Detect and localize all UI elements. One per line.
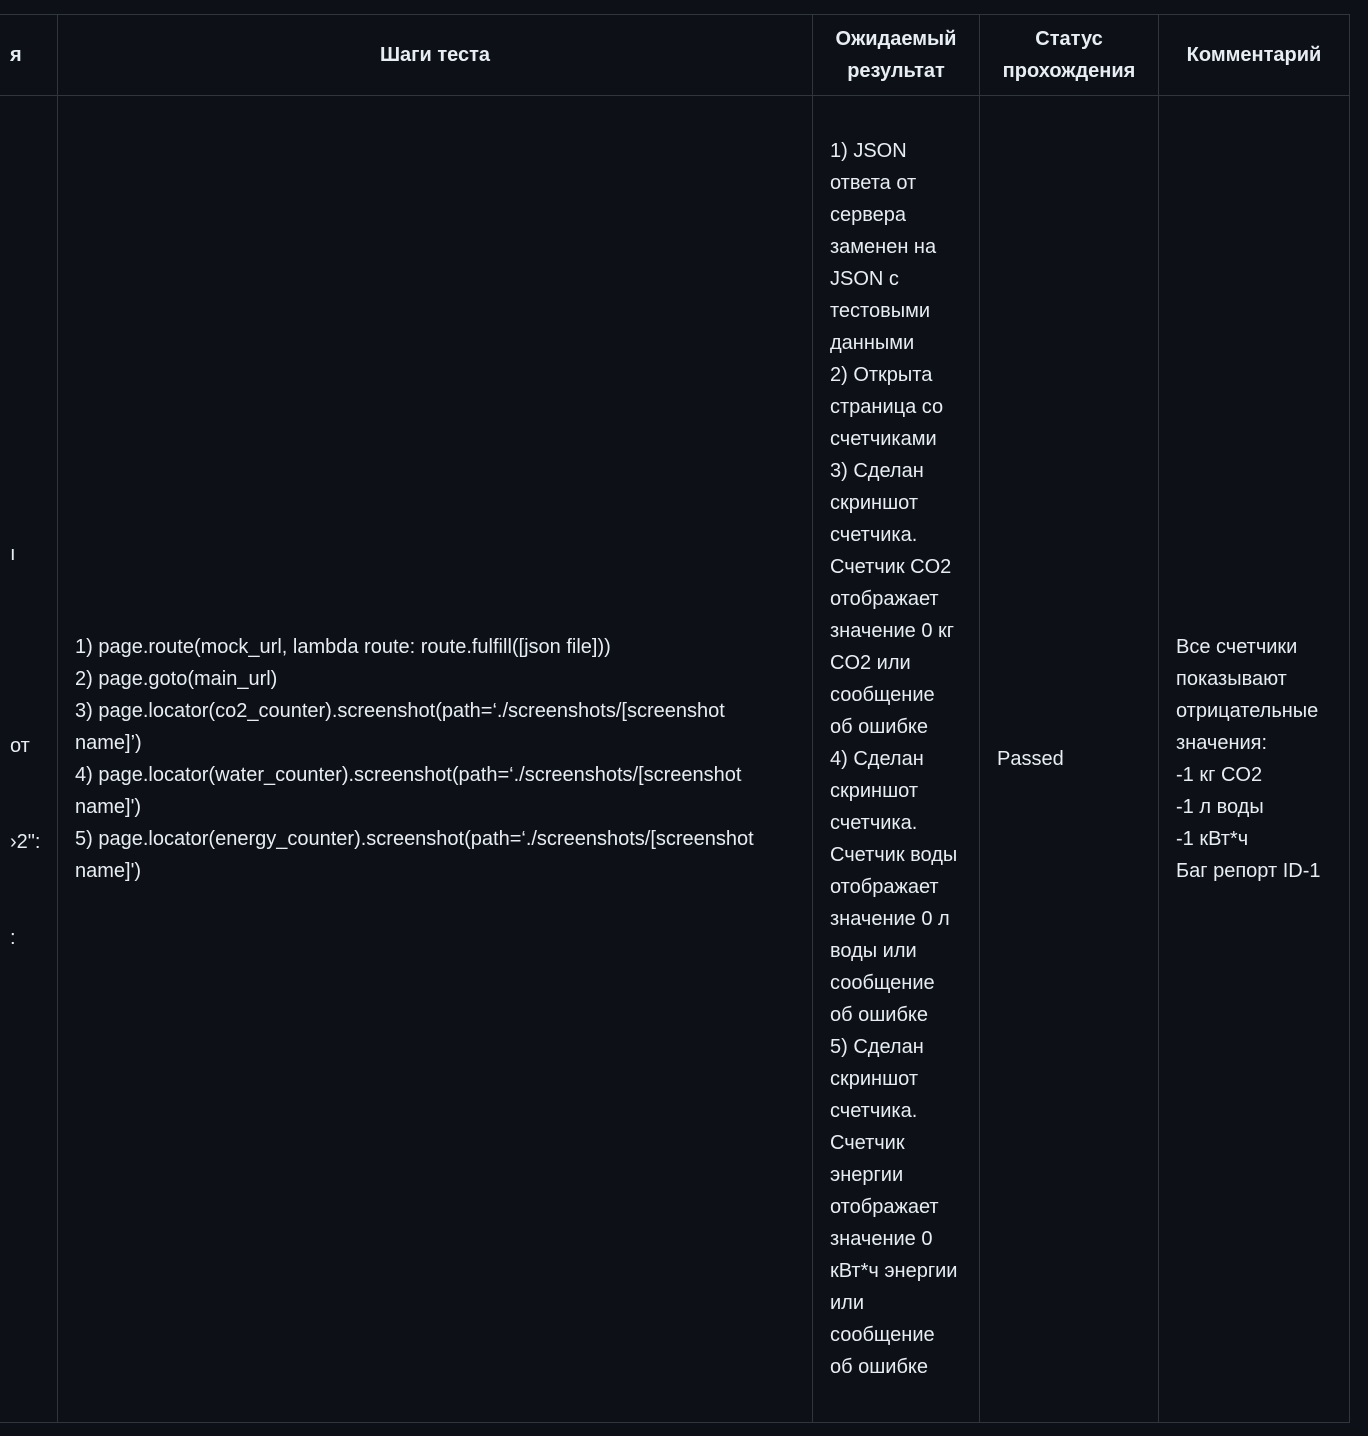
step-line: 5) page.locator(energy_counter).screenshot(path=‘./screenshots/[screenshot name]') <box>75 828 754 882</box>
status-cell <box>980 96 1159 1423</box>
header-comment: Комментарий <box>1159 15 1350 96</box>
header-status: Статус прохождения <box>980 15 1159 96</box>
expected-line: 5) Сделан скриншот счетчика. Счетчик энергии отображает значение 0 кВт*ч энергии или сообщение об ошибке <box>830 1036 958 1378</box>
comment-line: -1 кВт*ч <box>1176 828 1249 850</box>
prev-fragment: ı <box>10 543 16 565</box>
status-value: Passed <box>997 748 1064 770</box>
test-case-table-wrapper <box>0 14 1357 1423</box>
prev-fragment: : <box>10 927 16 949</box>
comment-line: Баг репорт ID-1 <box>1176 860 1321 882</box>
prev-fragment: ›2": <box>10 831 41 853</box>
test-case-table <box>0 14 1350 1423</box>
prev-column-cell <box>0 96 58 1423</box>
expected-cell <box>813 96 980 1423</box>
step-line: 1) page.route(mock_url, lambda route: route.fulfill([json file])) <box>75 636 611 658</box>
step-line: 2) page.goto(main_url) <box>75 668 278 690</box>
prev-fragment: от <box>10 735 30 757</box>
table-header-row <box>0 15 1350 96</box>
comment-cell <box>1159 96 1350 1423</box>
table-row <box>0 96 1350 1423</box>
comment-line: -1 л воды <box>1176 796 1264 818</box>
header-expected: Ожидаемый результат <box>813 15 980 96</box>
header-prev-column: я <box>0 15 58 96</box>
comment-line: -1 кг CO2 <box>1176 764 1263 786</box>
comment-line: Все счетчики показывают отрицательные значения: <box>1176 636 1319 754</box>
expected-line: 2) Открыта страница со счетчиками <box>830 364 944 450</box>
header-steps: Шаги теста <box>58 15 813 96</box>
step-line: 3) page.locator(co2_counter).screenshot(path=‘./screenshots/[screenshot name]’) <box>75 700 725 754</box>
steps-cell <box>58 96 813 1423</box>
step-line: 4) page.locator(water_counter).screenshot(path=‘./screenshots/[screenshot name]') <box>75 764 742 818</box>
expected-line: 4) Сделан скриншот счетчика. Счетчик воды отображает значение 0 л воды или сообщение об ошибке <box>830 748 958 1026</box>
expected-line: 1) JSON ответа от сервера заменен на JSON с тестовыми данными <box>830 140 937 354</box>
expected-line: 3) Сделан скриншот счетчика. Счетчик CO2 отображает значение 0 кг CO2 или сообщение об ошибке <box>830 460 955 738</box>
